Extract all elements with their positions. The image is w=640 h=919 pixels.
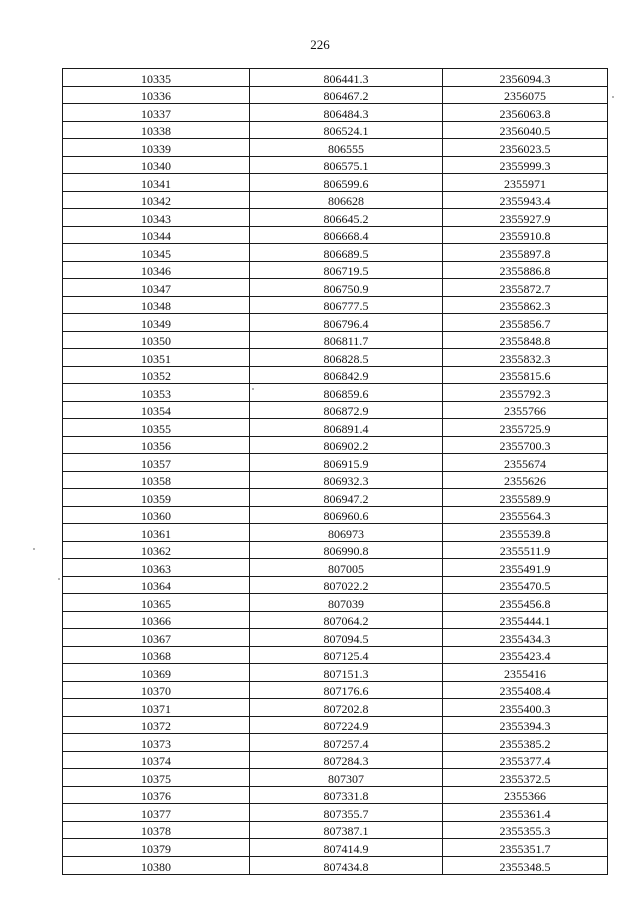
point-number-cell: 10374 (63, 751, 250, 769)
x-coordinate-cell: 807414.9 (250, 839, 443, 857)
point-number-cell: 10339 (63, 139, 250, 157)
y-coordinate-cell: 2355897.8 (443, 244, 608, 262)
x-coordinate-cell: 806902.2 (250, 436, 443, 454)
y-coordinate-cell: 2355491.9 (443, 559, 608, 577)
y-coordinate-cell: 2355927.9 (443, 209, 608, 227)
table-row (63, 261, 608, 279)
point-number-cell: 10377 (63, 804, 250, 822)
point-number-cell: 10362 (63, 541, 250, 559)
y-coordinate-cell: 2355815.6 (443, 366, 608, 384)
table-row (63, 454, 608, 472)
point-number-cell: 10341 (63, 174, 250, 192)
x-coordinate-cell: 806719.5 (250, 261, 443, 279)
y-coordinate-cell: 2355394.3 (443, 716, 608, 734)
point-number-cell: 10359 (63, 489, 250, 507)
point-number-cell: 10349 (63, 314, 250, 332)
table-row (63, 419, 608, 437)
table-row (63, 384, 608, 402)
x-coordinate-cell: 807094.5 (250, 629, 443, 647)
point-number-cell: 10353 (63, 384, 250, 402)
table-row (63, 559, 608, 577)
table-row (63, 734, 608, 752)
y-coordinate-cell: 2355971 (443, 174, 608, 192)
y-coordinate-cell: 2355792.3 (443, 384, 608, 402)
x-coordinate-cell: 806777.5 (250, 296, 443, 314)
x-coordinate-cell: 807176.6 (250, 681, 443, 699)
y-coordinate-cell: 2355943.4 (443, 191, 608, 209)
y-coordinate-cell: 2356040.5 (443, 121, 608, 139)
table-row (63, 716, 608, 734)
table-row (63, 541, 608, 559)
table-row (63, 191, 608, 209)
point-number-cell: 10361 (63, 524, 250, 542)
y-coordinate-cell: 2355377.4 (443, 751, 608, 769)
y-coordinate-cell: 2355626 (443, 471, 608, 489)
point-number-cell: 10357 (63, 454, 250, 472)
table-row (63, 821, 608, 839)
x-coordinate-cell: 806915.9 (250, 454, 443, 472)
x-coordinate-cell: 806811.7 (250, 331, 443, 349)
x-coordinate-cell: 807022.2 (250, 576, 443, 594)
x-coordinate-cell: 807434.8 (250, 856, 443, 874)
point-number-cell: 10346 (63, 261, 250, 279)
y-coordinate-cell: 2355408.4 (443, 681, 608, 699)
x-coordinate-cell: 807387.1 (250, 821, 443, 839)
table-row (63, 139, 608, 157)
x-coordinate-cell: 806960.6 (250, 506, 443, 524)
y-coordinate-cell: 2355366 (443, 786, 608, 804)
x-coordinate-cell: 807039 (250, 594, 443, 612)
x-coordinate-cell: 807257.4 (250, 734, 443, 752)
x-coordinate-cell: 807005 (250, 559, 443, 577)
point-number-cell: 10373 (63, 734, 250, 752)
point-number-cell: 10343 (63, 209, 250, 227)
y-coordinate-cell: 2356023.5 (443, 139, 608, 157)
y-coordinate-cell: 2355999.3 (443, 156, 608, 174)
y-coordinate-cell: 2355423.4 (443, 646, 608, 664)
point-number-cell: 10350 (63, 331, 250, 349)
table-row (63, 804, 608, 822)
table-row (63, 209, 608, 227)
x-coordinate-cell: 807202.8 (250, 699, 443, 717)
y-coordinate-cell: 2355348.5 (443, 856, 608, 874)
table-row (63, 331, 608, 349)
point-number-cell: 10340 (63, 156, 250, 174)
y-coordinate-cell: 2355766 (443, 401, 608, 419)
point-number-cell: 10378 (63, 821, 250, 839)
x-coordinate-cell: 807284.3 (250, 751, 443, 769)
table-row (63, 174, 608, 192)
x-coordinate-cell: 806524.1 (250, 121, 443, 139)
y-coordinate-cell: 2355886.8 (443, 261, 608, 279)
x-coordinate-cell: 807125.4 (250, 646, 443, 664)
y-coordinate-cell: 2355589.9 (443, 489, 608, 507)
table-row (63, 489, 608, 507)
x-coordinate-cell: 806484.3 (250, 104, 443, 122)
point-number-cell: 10368 (63, 646, 250, 664)
point-number-cell: 10375 (63, 769, 250, 787)
point-number-cell: 10364 (63, 576, 250, 594)
x-coordinate-cell: 806467.2 (250, 86, 443, 104)
table-row (63, 401, 608, 419)
table-row (63, 629, 608, 647)
table-row (63, 244, 608, 262)
scan-speck (252, 388, 254, 390)
point-number-cell: 10358 (63, 471, 250, 489)
table-row (63, 226, 608, 244)
table-row (63, 594, 608, 612)
table-row (63, 296, 608, 314)
y-coordinate-cell: 2355539.8 (443, 524, 608, 542)
y-coordinate-cell: 2355400.3 (443, 699, 608, 717)
point-number-cell: 10335 (63, 69, 250, 87)
scan-speck (58, 578, 60, 580)
scan-speck (612, 96, 614, 98)
table-row (63, 769, 608, 787)
point-number-cell: 10354 (63, 401, 250, 419)
table-row (63, 104, 608, 122)
y-coordinate-cell: 2355361.4 (443, 804, 608, 822)
point-number-cell: 10356 (63, 436, 250, 454)
y-coordinate-cell: 2355416 (443, 664, 608, 682)
table-row (63, 786, 608, 804)
point-number-cell: 10371 (63, 699, 250, 717)
point-number-cell: 10344 (63, 226, 250, 244)
coordinates-table-body (63, 69, 608, 875)
x-coordinate-cell: 806645.2 (250, 209, 443, 227)
table-row (63, 471, 608, 489)
x-coordinate-cell: 807064.2 (250, 611, 443, 629)
point-number-cell: 10348 (63, 296, 250, 314)
point-number-cell: 10380 (63, 856, 250, 874)
point-number-cell: 10367 (63, 629, 250, 647)
table-row (63, 349, 608, 367)
x-coordinate-cell: 806599.6 (250, 174, 443, 192)
x-coordinate-cell: 806689.5 (250, 244, 443, 262)
point-number-cell: 10336 (63, 86, 250, 104)
y-coordinate-cell: 2355444.1 (443, 611, 608, 629)
x-coordinate-cell: 806973 (250, 524, 443, 542)
y-coordinate-cell: 2355674 (443, 454, 608, 472)
y-coordinate-cell: 2356063.8 (443, 104, 608, 122)
table-row (63, 699, 608, 717)
x-coordinate-cell: 806828.5 (250, 349, 443, 367)
point-number-cell: 10345 (63, 244, 250, 262)
point-number-cell: 10365 (63, 594, 250, 612)
point-number-cell: 10370 (63, 681, 250, 699)
table-row (63, 279, 608, 297)
y-coordinate-cell: 2355372.5 (443, 769, 608, 787)
table-row (63, 681, 608, 699)
x-coordinate-cell: 807307 (250, 769, 443, 787)
point-number-cell: 10347 (63, 279, 250, 297)
point-number-cell: 10337 (63, 104, 250, 122)
x-coordinate-cell: 807331.8 (250, 786, 443, 804)
scan-speck (33, 548, 35, 550)
y-coordinate-cell: 2355856.7 (443, 314, 608, 332)
point-number-cell: 10355 (63, 419, 250, 437)
y-coordinate-cell: 2356094.3 (443, 69, 608, 87)
y-coordinate-cell: 2355564.3 (443, 506, 608, 524)
table-row (63, 436, 608, 454)
point-number-cell: 10352 (63, 366, 250, 384)
x-coordinate-cell: 806555 (250, 139, 443, 157)
table-row (63, 611, 608, 629)
table-row (63, 366, 608, 384)
point-number-cell: 10376 (63, 786, 250, 804)
y-coordinate-cell: 2355700.3 (443, 436, 608, 454)
y-coordinate-cell: 2355355.3 (443, 821, 608, 839)
y-coordinate-cell: 2356075 (443, 86, 608, 104)
table-row (63, 69, 608, 87)
table-row (63, 856, 608, 874)
x-coordinate-cell: 806932.3 (250, 471, 443, 489)
y-coordinate-cell: 2355910.8 (443, 226, 608, 244)
y-coordinate-cell: 2355862.3 (443, 296, 608, 314)
y-coordinate-cell: 2355385.2 (443, 734, 608, 752)
table-row (63, 86, 608, 104)
point-number-cell: 10338 (63, 121, 250, 139)
point-number-cell: 10379 (63, 839, 250, 857)
y-coordinate-cell: 2355872.7 (443, 279, 608, 297)
x-coordinate-cell: 806842.9 (250, 366, 443, 384)
point-number-cell: 10342 (63, 191, 250, 209)
table-row (63, 576, 608, 594)
y-coordinate-cell: 2355351.7 (443, 839, 608, 857)
point-number-cell: 10366 (63, 611, 250, 629)
point-number-cell: 10360 (63, 506, 250, 524)
y-coordinate-cell: 2355470.5 (443, 576, 608, 594)
x-coordinate-cell: 806668.4 (250, 226, 443, 244)
x-coordinate-cell: 807151.3 (250, 664, 443, 682)
x-coordinate-cell: 806750.9 (250, 279, 443, 297)
point-number-cell: 10363 (63, 559, 250, 577)
x-coordinate-cell: 806441.3 (250, 69, 443, 87)
page-number: 226 (310, 37, 330, 52)
y-coordinate-cell: 2355434.3 (443, 629, 608, 647)
x-coordinate-cell: 807224.9 (250, 716, 443, 734)
table-row (63, 524, 608, 542)
x-coordinate-cell: 806891.4 (250, 419, 443, 437)
x-coordinate-cell: 806859.6 (250, 384, 443, 402)
point-number-cell: 10369 (63, 664, 250, 682)
table-row (63, 156, 608, 174)
y-coordinate-cell: 2355832.3 (443, 349, 608, 367)
y-coordinate-cell: 2355848.8 (443, 331, 608, 349)
table-row (63, 506, 608, 524)
y-coordinate-cell: 2355511.9 (443, 541, 608, 559)
y-coordinate-cell: 2355456.8 (443, 594, 608, 612)
x-coordinate-cell: 806947.2 (250, 489, 443, 507)
point-number-cell: 10351 (63, 349, 250, 367)
x-coordinate-cell: 806872.9 (250, 401, 443, 419)
coordinates-table (62, 68, 608, 875)
table-row (63, 314, 608, 332)
table-row (63, 751, 608, 769)
x-coordinate-cell: 807355.7 (250, 804, 443, 822)
table-row (63, 121, 608, 139)
table-row (63, 839, 608, 857)
x-coordinate-cell: 806990.8 (250, 541, 443, 559)
y-coordinate-cell: 2355725.9 (443, 419, 608, 437)
table-row (63, 646, 608, 664)
x-coordinate-cell: 806628 (250, 191, 443, 209)
x-coordinate-cell: 806796.4 (250, 314, 443, 332)
x-coordinate-cell: 806575.1 (250, 156, 443, 174)
table-row (63, 664, 608, 682)
point-number-cell: 10372 (63, 716, 250, 734)
